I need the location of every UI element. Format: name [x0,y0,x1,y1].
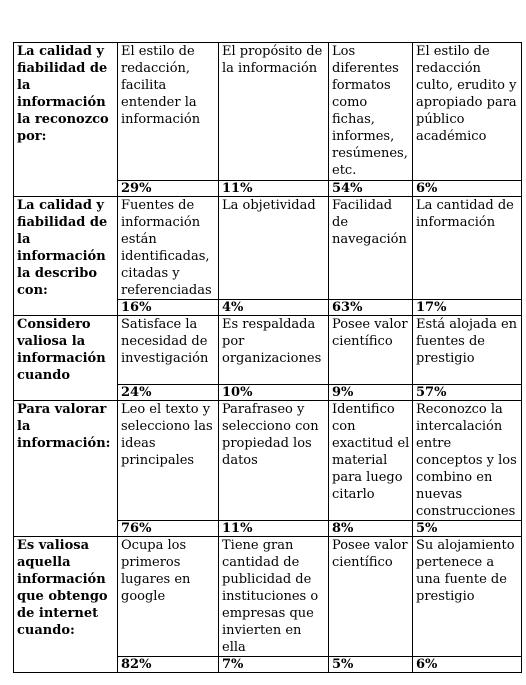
percentage-cell: 63% [329,300,413,316]
table-row [14,401,522,521]
option-cell: Ocupa los primeros lugares en google [118,537,219,657]
option-cell: El estilo de redacción, facilita entender la información [118,43,219,181]
option-cell: Parafraseo y selecciono con propiedad los datos [219,401,329,521]
option-cell: Facilidad de navegación [329,197,413,300]
percentage-cell: 76% [118,521,219,537]
percentage-cell: 24% [118,385,219,401]
percentage-cell: 11% [219,181,329,197]
question-cell: Considero valiosa la información cuando [14,316,118,401]
option-cell: Tiene gran cantidad de publicidad de instituciones o empresas que invierten en ella [219,537,329,657]
percentage-cell: 6% [413,181,522,197]
document-page [13,42,522,673]
percentage-cell: 8% [329,521,413,537]
table-row [14,537,522,657]
option-cell: La cantidad de información [413,197,522,300]
percentage-cell: 16% [118,300,219,316]
percentage-cell: 17% [413,300,522,316]
percentage-cell: 11% [219,521,329,537]
percentage-cell: 6% [413,657,522,673]
table-row [14,316,522,385]
percentage-cell: 29% [118,181,219,197]
option-cell: Leo el texto y selecciono las ideas principales [118,401,219,521]
question-cell: La calidad y fiabilidad de la información la describo con: [14,197,118,316]
percentage-cell: 9% [329,385,413,401]
table-row [14,43,522,181]
percentage-cell: 57% [413,385,522,401]
table-row [14,197,522,300]
percentage-cell: 54% [329,181,413,197]
option-cell: Los diferentes formatos como fichas, informes, resúmenes, etc. [329,43,413,181]
percentage-cell: 4% [219,300,329,316]
option-cell: La objetividad [219,197,329,300]
percentage-cell: 5% [413,521,522,537]
option-cell: Satisface la necesidad de investigación [118,316,219,385]
option-cell: Es respaldada por organizaciones [219,316,329,385]
option-cell: El estilo de redacción culto, erudito y apropiado para público académico [413,43,522,181]
question-cell: Es valiosa aquella información que obtengo de internet cuando: [14,537,118,673]
option-cell: Fuentes de información están identificadas, citadas y referenciadas [118,197,219,300]
question-cell: La calidad y fiabilidad de la información la reconozco por: [14,43,118,197]
option-cell: Su alojamiento pertenece a una fuente de prestigio [413,537,522,657]
percentage-cell: 82% [118,657,219,673]
option-cell: Está alojada en fuentes de prestigio [413,316,522,385]
option-cell: Posee valor científico [329,537,413,657]
question-cell: Para valorar la información: [14,401,118,537]
percentage-cell: 5% [329,657,413,673]
option-cell: Posee valor científico [329,316,413,385]
option-cell: Reconozco la intercalación entre conceptos y los combino en nuevas construcciones [413,401,522,521]
percentage-cell: 7% [219,657,329,673]
survey-table [13,42,522,673]
percentage-cell: 10% [219,385,329,401]
option-cell: El propósito de la información [219,43,329,181]
option-cell: Identifico con exactitud el material para luego citarlo [329,401,413,521]
